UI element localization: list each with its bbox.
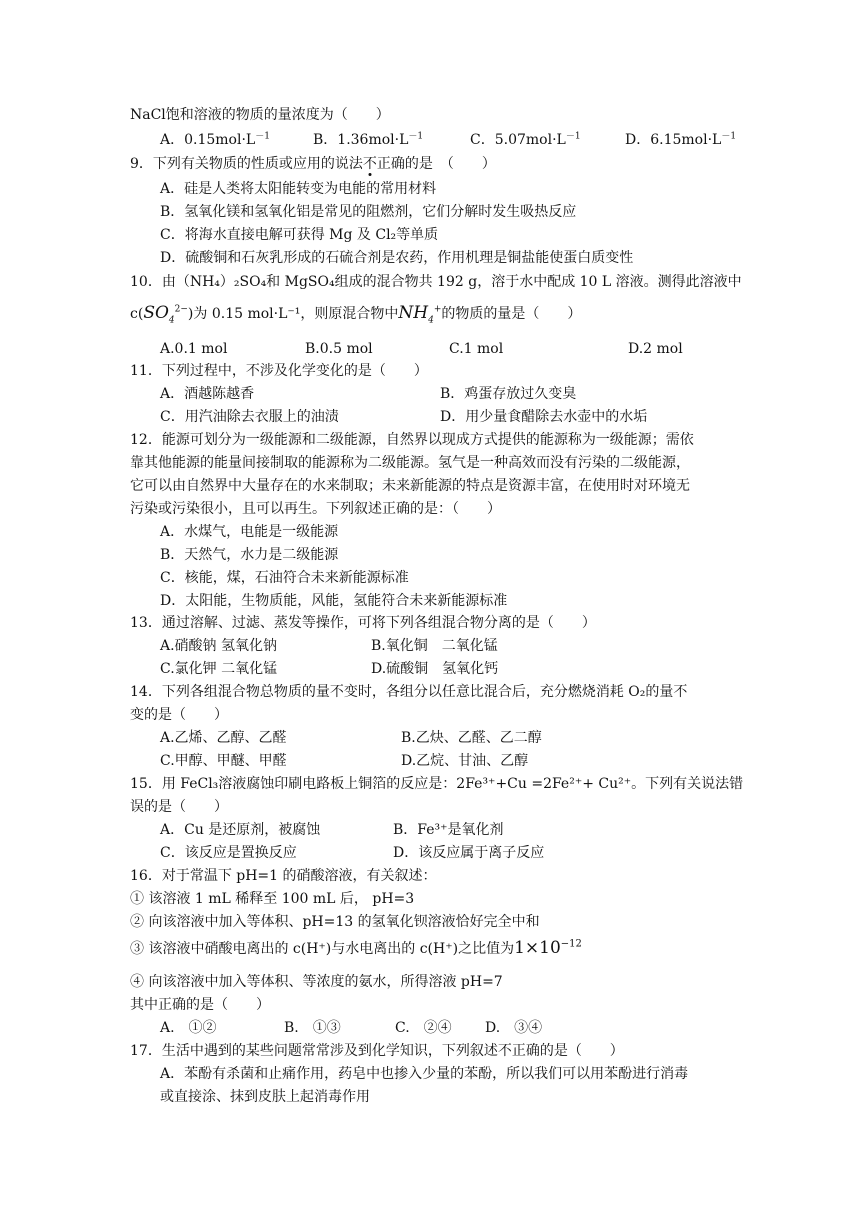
- q16-option-b: B. ①③: [284, 1020, 341, 1036]
- q16-option-c: C. ②④: [395, 1020, 452, 1036]
- q8-option-c: C．$5.07mol\cdot L^{-1}$: [470, 131, 581, 148]
- q8-option-a: A．$0.15mol\cdot L^{-1}$: [160, 131, 270, 148]
- q16-statement-1: ① 该溶液 1 mL 稀释至 100 mL 后， pH=3: [130, 891, 415, 907]
- q14-line1: 14．下列各组混合物总物质的量不变时，各组分以任意比混合后，充分燃烧消耗 O₂的量不: [130, 684, 688, 700]
- q12-line3: 它可以由自然界中大量存在的水来制取；未来新能源的特点是资源丰富，在使用时对环境无: [130, 478, 690, 494]
- q11-option-b: B．鸡蛋存放过久变臭: [440, 386, 577, 402]
- q9-option-d: D．硫酸铜和石灰乳形成的石硫合剂是农药，作用机理是铜盐能使蛋白质变性: [160, 250, 634, 266]
- q16-option-a: A. ①②: [160, 1020, 217, 1036]
- q11-option-a: A．酒越陈越香: [160, 386, 255, 402]
- q13-option-b: B.氧化铜 二氧化锰: [371, 638, 498, 654]
- emphasis-dot: 不: [362, 156, 377, 172]
- q10-option-b: B.0.5 mol: [305, 341, 373, 357]
- q11-option-c: C．用汽油除去衣服上的油渍: [160, 409, 339, 425]
- q16-statement-3: ③ 该溶液中硝酸电离出的 c(H⁺)与水电离出的 c(H⁺)之比值为$1\times 10^{-12}$: [130, 938, 582, 958]
- q9-option-c: C．将海水直接电解可获得 Mg 及 Cl₂等单质: [160, 227, 439, 243]
- sulfate-ion: $SO_4^{2-}$: [143, 303, 188, 326]
- q8-stem: NaCl饱和溶液的物质的量浓度为（ ）: [130, 107, 390, 123]
- q17-option-a-line1: A．苯酚有杀菌和止痛作用，药皂中也掺入少量的苯酚，所以我们可以用苯酚进行消毒: [160, 1066, 689, 1082]
- q9-option-b: B．氢氧化镁和氢氧化铝是常见的阻燃剂，它们分解时发生吸热反应: [160, 204, 577, 220]
- q14-option-d: D.乙烷、甘油、乙醇: [401, 753, 529, 769]
- q16-option-d: D. ③④: [485, 1020, 543, 1036]
- q13-option-a: A.硝酸钠 氢氧化钠: [160, 638, 278, 654]
- q17-stem: 17．生活中遇到的某些问题常常涉及到化学知识，下列叙述不正确的是（ ）: [130, 1043, 624, 1059]
- q14-option-c: C.甲醇、甲醚、甲醛: [160, 753, 287, 769]
- q12-line1: 12．能源可划分为一级能源和二级能源，自然界以现成方式提供的能源称为一级能源；需依: [130, 432, 694, 448]
- q13-option-c: C.氯化钾 二氧化锰: [160, 661, 278, 677]
- q11-option-d: D．用少量食醋除去水壶中的水垢: [440, 409, 648, 425]
- q10-line1: 10．由（NH₄）₂SO₄和 MgSO₄组成的混合物共 192 g，溶于水中配成 10 L 溶液。测得此溶液中: [130, 274, 742, 290]
- q13-option-d: D.硫酸铜 氢氧化钙: [371, 661, 499, 677]
- q10-line2: $c(SO_4^{2-})$为 0.15 mol·L⁻¹，则原混合物中$NH_4^+$的物质的量是（ ）: [130, 303, 582, 326]
- q15-line2: 误的是（ ）: [130, 799, 228, 815]
- q16-statement-4: ④ 向该溶液中加入等体积、等浓度的氨水，所得溶液 pH=7: [130, 974, 503, 990]
- q12-option-c: C．核能，煤，石油符合未来新能源标准: [160, 570, 409, 586]
- ratio-value: $1\times 10^{-12}$: [514, 938, 582, 958]
- q12-option-b: B．天然气，水力是二级能源: [160, 547, 339, 563]
- q15-option-c: C．该反应是置换反应: [160, 845, 297, 861]
- q15-option-d: D．该反应属于离子反应: [393, 845, 545, 861]
- q11-stem: 11．下列过程中，不涉及化学变化的是（ ）: [130, 363, 428, 379]
- q14-option-b: B.乙炔、乙醛、乙二醇: [401, 730, 542, 746]
- q10-option-c: C.1 mol: [449, 341, 504, 357]
- q12-option-d: D．太阳能，生物质能，风能，氢能符合未来新能源标准: [160, 593, 508, 609]
- q17-option-a-line2: 或直接涂、抹到皮肤上起消毒作用: [160, 1089, 370, 1105]
- q8-option-d: D．$6.15mol\cdot L^{-1}$: [625, 131, 737, 148]
- q12-option-a: A．水煤气，电能是一级能源: [160, 524, 339, 540]
- q12-line4: 污染或污染很小，且可以再生。下列叙述正确的是：（ ）: [130, 501, 501, 517]
- q10-option-a: A.0.1 mol: [160, 341, 228, 357]
- q16-statement-2: ② 向该溶液中加入等体积、pH=13 的氢氧化钡溶液恰好完全中和: [130, 914, 540, 930]
- q14-option-a: A.乙烯、乙醇、乙醛: [160, 730, 287, 746]
- q14-line2: 变的是（ ）: [130, 707, 228, 723]
- q15-option-a: A．Cu 是还原剂，被腐蚀: [160, 822, 321, 838]
- ammonium-ion: $NH_4^+$: [398, 303, 442, 326]
- q15-option-b: B．Fe³⁺是氧化剂: [393, 822, 504, 838]
- q15-line1: 15．用 FeCl₃溶液腐蚀印刷电路板上铜箔的反应是：2Fe³⁺+Cu =2Fe²⁺+ Cu²⁺。下列有关说法错: [130, 776, 744, 792]
- q9-stem: 9．下列有关物质的性质或应用的说法不正确的是 （ ）: [130, 156, 496, 172]
- q13-stem: 13．通过溶解、过滤、蒸发等操作，可将下列各组混合物分离的是（ ）: [130, 615, 596, 631]
- q16-stem: 16．对于常温下 pH=1 的硝酸溶液，有关叙述：: [130, 868, 437, 884]
- q12-line2: 靠其他能源的能量间接制取的能源称为二级能源。氢气是一种高效而没有污染的二级能源，: [130, 455, 690, 471]
- q10-option-d: D.2 mol: [628, 341, 683, 357]
- q9-option-a: A．硅是人类将太阳能转变为电能的常用材料: [160, 181, 437, 197]
- q16-ask: 其中正确的是（ ）: [130, 997, 270, 1013]
- q8-option-b: B．$1.36mol\cdot L^{-1}$: [313, 131, 424, 148]
